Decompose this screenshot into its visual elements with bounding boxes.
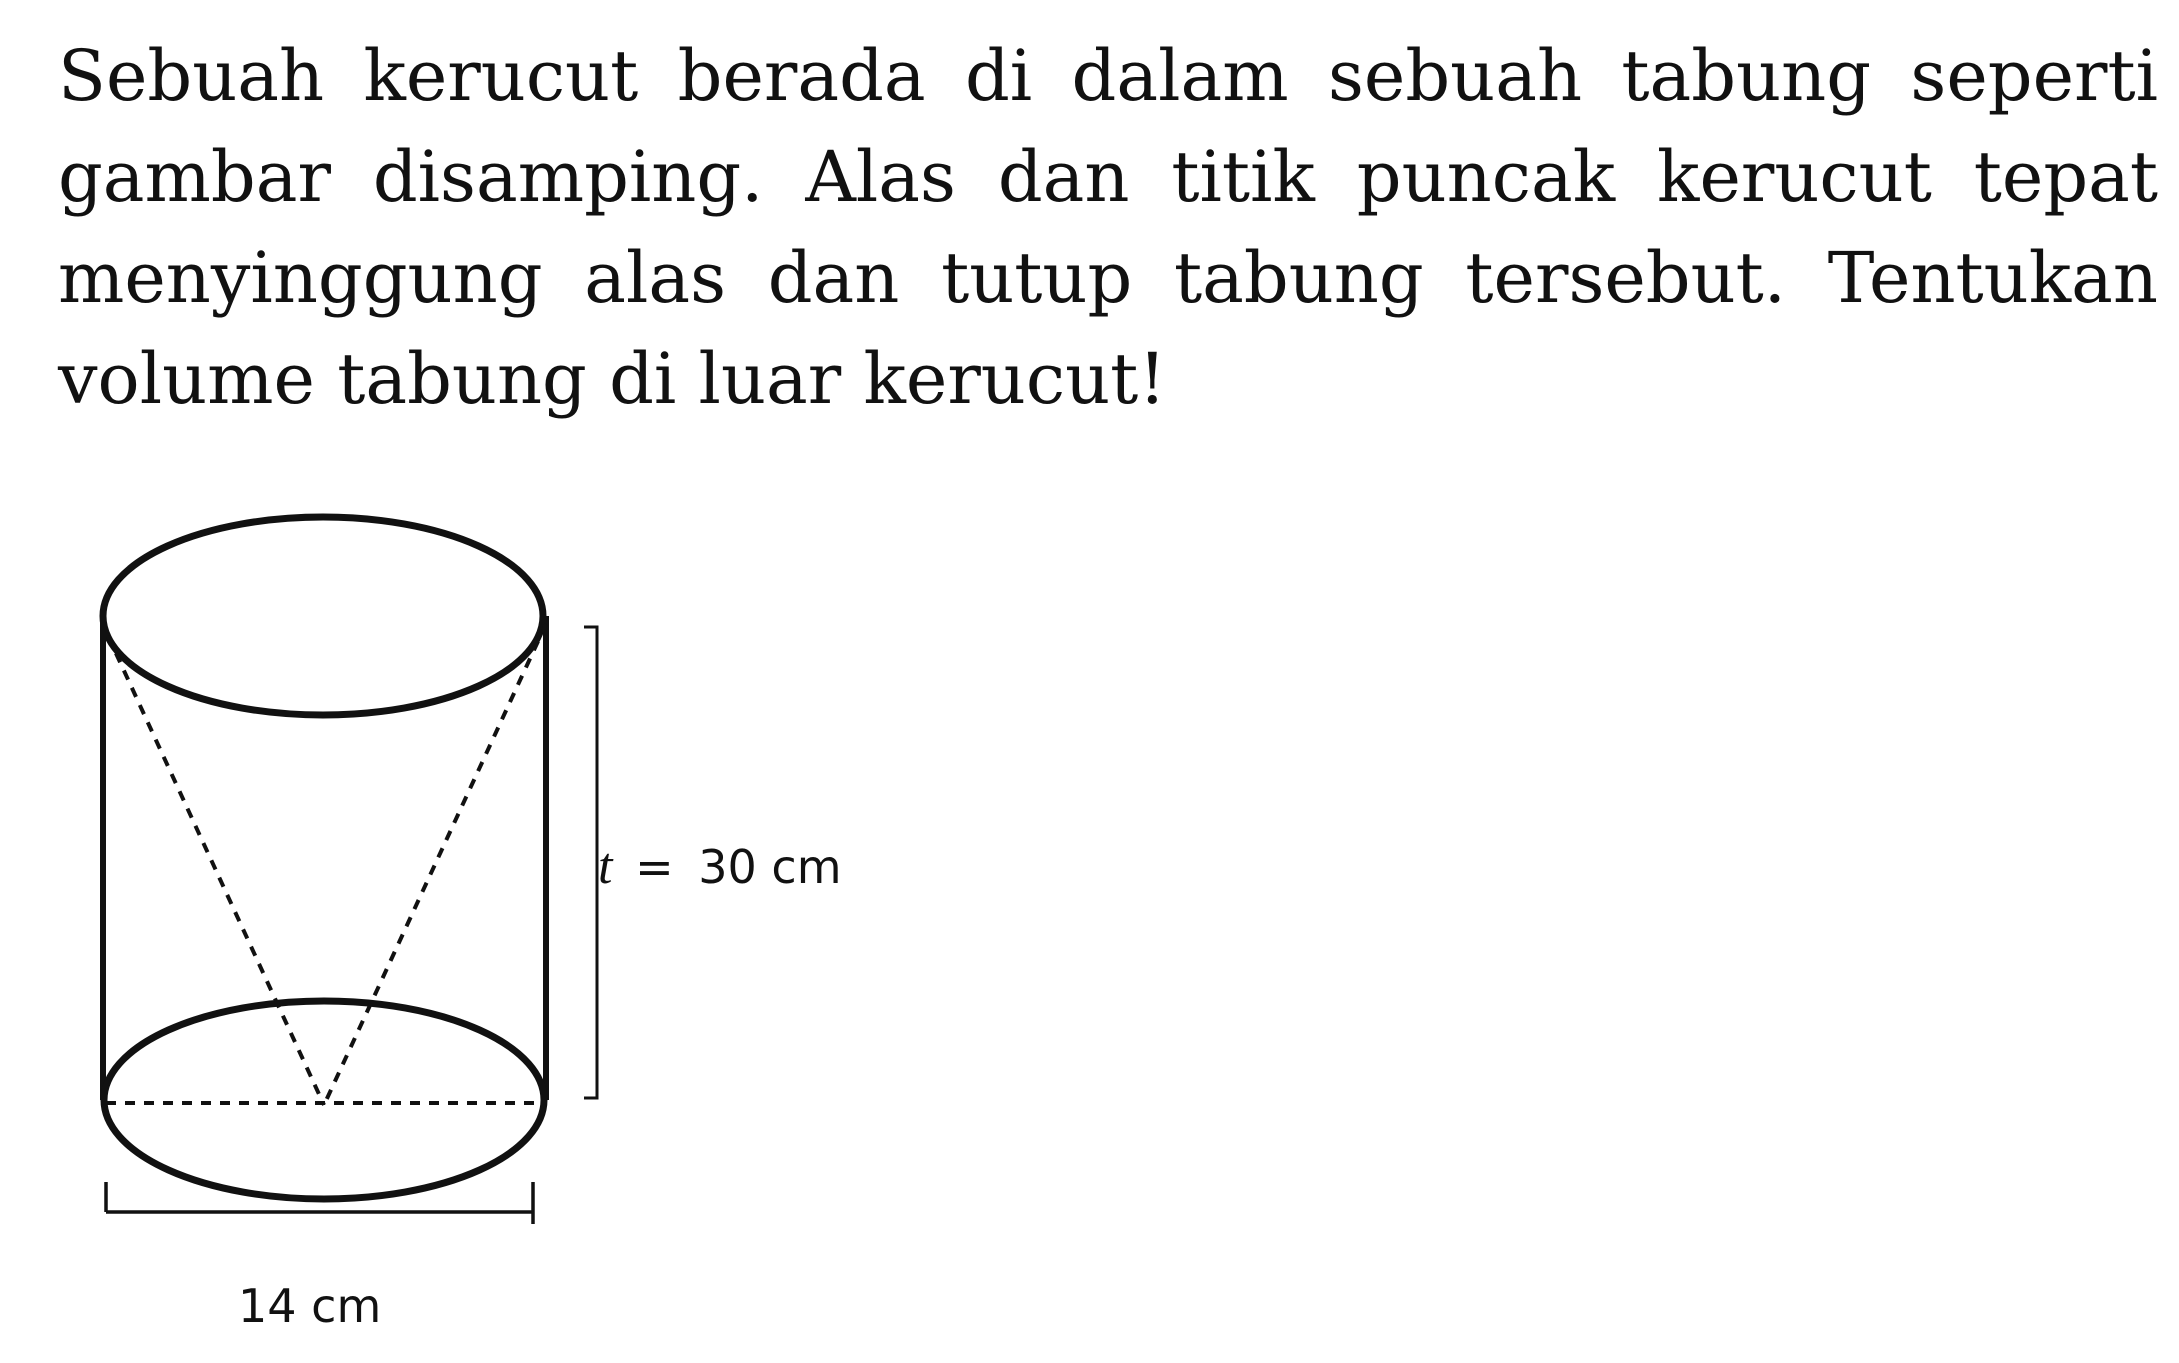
problem-line-2: gambar disamping. Alas dan titik puncak kerucut tepat bbox=[58, 136, 2158, 218]
cylinder-base-ellipse bbox=[104, 1001, 544, 1199]
height-variable: t bbox=[598, 838, 613, 895]
height-equals: = bbox=[635, 840, 674, 894]
cone-left-edge bbox=[108, 636, 324, 1105]
height-label bbox=[598, 838, 842, 895]
diameter-label: 14 cm bbox=[238, 1279, 382, 1333]
problem-line-3: menyinggung alas dan tutup tabung tersebut. Tentukan bbox=[58, 237, 2158, 319]
problem-line-1: Sebuah kerucut berada di dalam sebuah tabung seperti bbox=[58, 35, 2158, 117]
height-bracket bbox=[584, 627, 597, 1098]
problem-line-4: volume tabung di luar kerucut! bbox=[58, 338, 1167, 420]
cone-right-edge bbox=[324, 624, 546, 1105]
cylinder bbox=[103, 517, 546, 1199]
diameter-bracket bbox=[106, 1182, 533, 1224]
height-value: 30 cm bbox=[698, 840, 842, 894]
cylinder-top-ellipse bbox=[103, 517, 543, 715]
